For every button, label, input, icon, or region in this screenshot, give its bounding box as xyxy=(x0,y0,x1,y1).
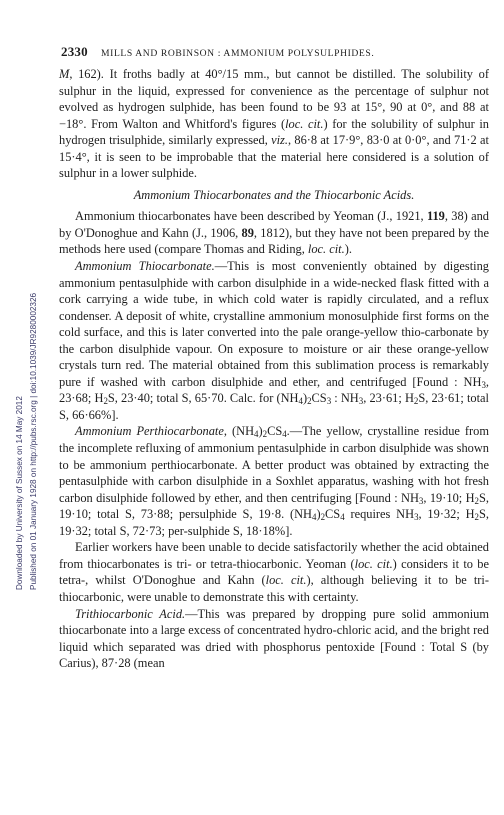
paragraph-trithiocarbonic-acid: Trithiocarbonic Acid.—This was prepared by dropping pure solid ammonium thiocarbonate into a large excess of concentrated hydro-chloric acid, and the bright red liquid which separated was dried with phosphorus pentoxide [Found : Total S (by Carius), 87·28 (mean xyxy=(59,606,489,671)
page-number: 2330 xyxy=(61,44,88,59)
article-body xyxy=(59,66,489,672)
subsection-title: Ammonium Thiocarbonate. xyxy=(75,259,215,274)
page-header xyxy=(61,44,461,60)
subsection-title: Trithiocarbonic Acid. xyxy=(75,606,186,621)
section-heading: Ammonium Thiocarbonates and the Thiocarbonic Acids. xyxy=(133,187,415,202)
paragraph-ammonium-perthiocarbonate: Ammonium Perthiocarbonate, $(NH_4)_2CS_4.—The$ yellow, crystalline residue from the incomplete refluxing of ammonium pentasulphide in carbon disulphide was shown to be ammonium perthiocarbonate. A better product was obtained by extracting the pentasulphide with carbon disulphide in a Soxhlet apparatus, washing with hot fresh carbon disulphide followed by ether, and then centrifuging [Found : $NH_3$, 19·10; $H_2S$, 19·10; total S, 73·88; persulphide S, 19·8. $(NH_4)_2CS_4$ requires $NH_3$, 19·32; $H_2S$, 19·32; total S, 72·73; per-sulphide S, 18·18%]. xyxy=(59,424,489,538)
subsection-title: Ammonium Perthiocarbonate xyxy=(75,424,224,439)
paragraph-earlier-workers: Earlier workers have been unable to decide satisfactorily whether the acid obtained from thiocarbonates is tri- or tetra-thiocarbonic. Yeoman (loc. cit.) considers it to be tetra-, whilst O'Donoghue and Kahn (loc. cit.), although believing it to be tri-thiocarbonic, were unable to demonstrate this with certainty. xyxy=(59,540,490,604)
publication-notice-text: Published on 01 January 1928 on http://pubs.rsc.org | doi:10.1039/JR9280002326 xyxy=(29,292,38,590)
paragraph-ammonium-thiocarbonate: Ammonium Thiocarbonate.—This is most conveniently obtained by digesting ammonium pentasulphide with carbon disulphide in a wide-necked flask fitted with a cork carrying a wide tube, in which cold water is rapidly circulated, and a reflux condenser. A deposit of white, crystalline ammonium monosulphide first forms on the cold surface, and this is later converted into the pale orange-yellow thio-carbonate by the carbon disulphide vapour. On exposure to moisture or air these orange-yellow crystals turn red. The material obtained from this sublimation process is remarkably pure if washed with carbon disulphide and ether, and centrifuged [Found : $NH_3$, 23·68; $H_2S$, 23·40; total S, 65·70. Calc. for $(NH_4)_2CS_3$ : $NH_3$, 23·61; $H_2S$, 23·61; total S, 66·66%]. xyxy=(59,259,489,422)
running-head: MILLS AND ROBINSON : AMMONIUM POLYSULPHIDES. xyxy=(101,48,375,59)
paragraph-continuation: M, 162). It froths badly at 40°/15 mm., but cannot be distilled. The solubility of sulphur in the liquid, expressed for convenience as the percentage of sulphur not evolved as hydrogen sulphide, has been found to be 93 at 15°, 90 at 0°, and 88 at −18°. From Walton and Whitford's figures (loc. cit.) for the solubility of sulphur in hydrogen trisulphide, similarly expressed, viz., 86·8 at 17·9°, 83·0 at 0·0°, and 71·2 at 15·4°, it is seen to be improbable that the material here considered is a solution of sulphur in a lower sulphide. xyxy=(59,67,490,181)
paragraph-intro: Ammonium thiocarbonates have been described by Yeoman (J., 1921, 119, 38) and by O'Donoghue and Kahn (J., 1906, 89, 1812), but they have not been prepared by the methods here used (compare Thomas and Riding, loc. cit.). xyxy=(59,209,489,257)
download-notice-text: Downloaded by University of Sussex on 14 May 2012 xyxy=(15,396,24,590)
